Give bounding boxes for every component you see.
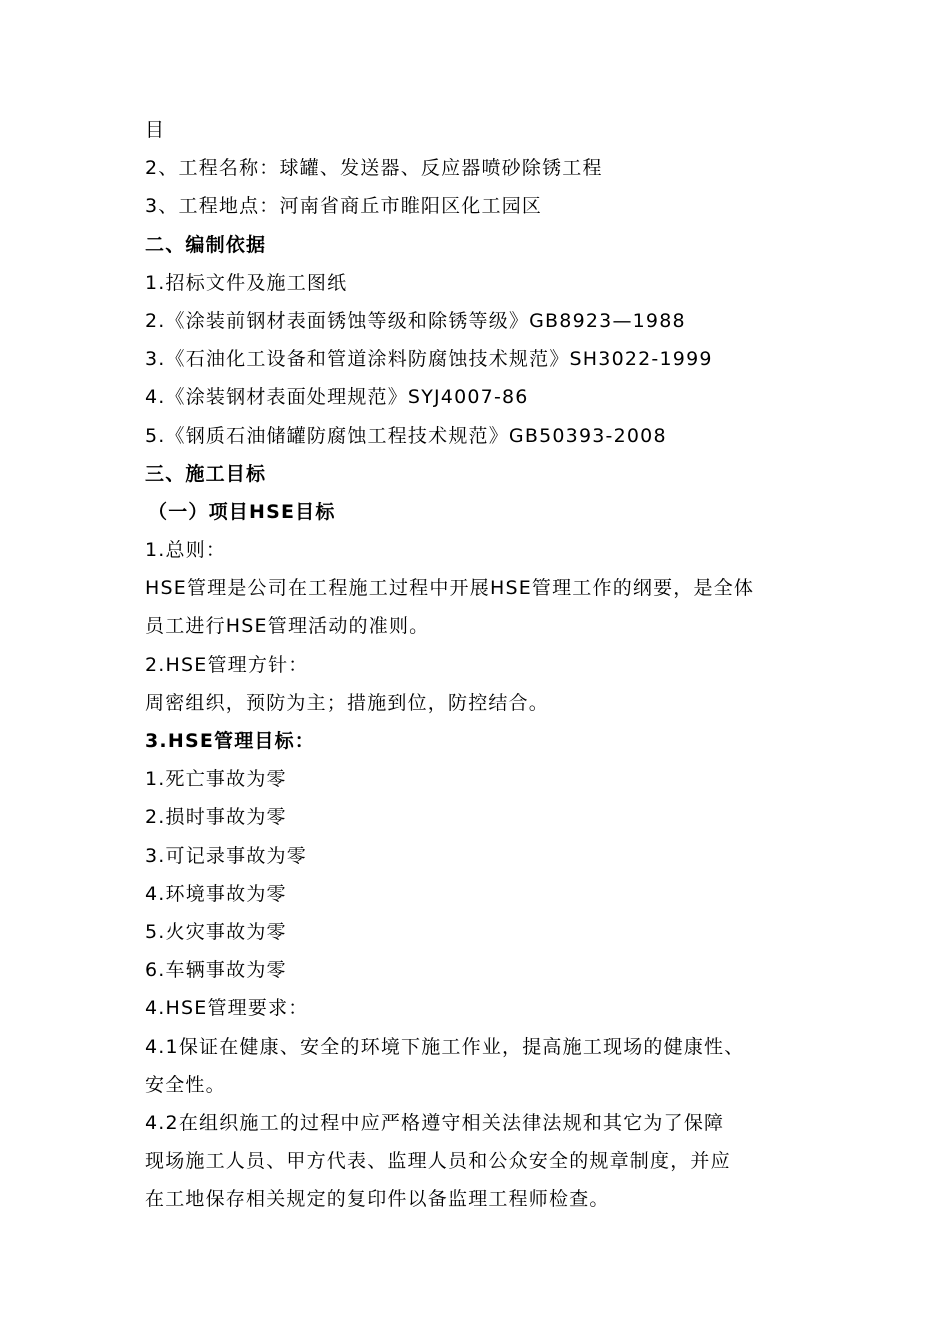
goal-item: 3.可记录事故为零 bbox=[145, 844, 307, 867]
text-line: 目 bbox=[145, 119, 166, 141]
section-heading-basis: 二、编制依据 bbox=[145, 233, 267, 256]
project-name-line: 2、工程名称：球罐、发送器、反应器喷砂除锈工程 bbox=[145, 157, 603, 180]
paragraph-line: 在工地保存相关规定的复印件以备监理工程师检查。 bbox=[145, 1188, 610, 1211]
paragraph-line: 安全性。 bbox=[145, 1073, 226, 1096]
goal-item: 5.火灾事故为零 bbox=[145, 920, 287, 943]
basis-item: 3.《石油化工设备和管道涂料防腐蚀技术规范》SH3022-1999 bbox=[145, 348, 713, 371]
goal-item: 6.车辆事故为零 bbox=[145, 959, 287, 982]
basis-item: 4.《涂装钢材表面处理规范》SYJ4007-86 bbox=[145, 386, 529, 409]
paragraph-line: 现场施工人员、甲方代表、监理人员和公众安全的规章制度，并应 bbox=[145, 1150, 731, 1173]
paragraph-line: 4.2在组织施工的过程中应严格遵守相关法律法规和其它为了保障 bbox=[145, 1111, 725, 1134]
goal-item: 2.损时事故为零 bbox=[145, 806, 287, 829]
subsection-heading-hse: （一）项目HSE目标 bbox=[148, 500, 336, 523]
paragraph-line: 周密组织，预防为主；措施到位，防控结合。 bbox=[145, 691, 550, 714]
project-location-line: 3、工程地点：河南省商丘市睢阳区化工园区 bbox=[145, 195, 543, 218]
section-heading-goals: 三、施工目标 bbox=[145, 462, 267, 485]
goal-item: 4.环境事故为零 bbox=[145, 882, 287, 905]
basis-item: 2.《涂装前钢材表面锈蚀等级和除锈等级》GB8923—1988 bbox=[145, 309, 686, 332]
goals-heading: 3.HSE管理目标： bbox=[145, 730, 316, 752]
requirements-heading: 4.HSE管理要求： bbox=[145, 997, 309, 1020]
general-rule-heading: 1.总则： bbox=[145, 539, 227, 562]
basis-item: 1.招标文件及施工图纸 bbox=[145, 271, 348, 294]
paragraph-line: HSE管理是公司在工程施工过程中开展HSE管理工作的纲要，是全体 bbox=[145, 577, 755, 600]
paragraph-line: 4.1保证在健康、安全的环境下施工作业，提高施工现场的健康性、 bbox=[145, 1035, 745, 1058]
goal-item: 1.死亡事故为零 bbox=[145, 768, 287, 791]
paragraph-line: 员工进行HSE管理活动的准则。 bbox=[145, 615, 430, 638]
document-body bbox=[145, 111, 845, 1218]
policy-heading: 2.HSE管理方针： bbox=[145, 653, 309, 676]
basis-item: 5.《钢质石油储罐防腐蚀工程技术规范》GB50393-2008 bbox=[145, 424, 667, 447]
